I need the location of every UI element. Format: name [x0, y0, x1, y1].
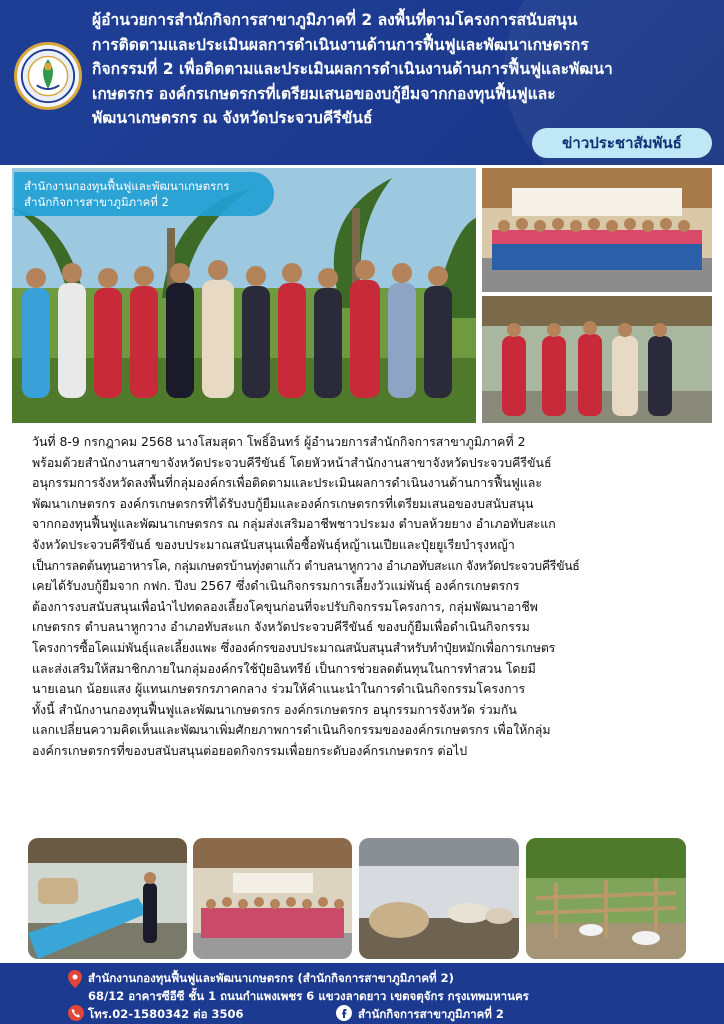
article-line: แลกเปลี่ยนความคิดเห็นและพัฒนาเพิ่มศักยภาพการดำเนินกิจกรรมขององค์กรเกษตรกร เพื่อให้กลุ่ม: [32, 722, 551, 738]
article-line: โครงการซื้อโคแม่พันธุ์และเลี้ยงแพะ ซึ่งองค์กรของบประมาณสนับสนุนสำหรับทำปุ๋ยหมักเพื่อการเกษตร: [32, 639, 556, 655]
article-line: และส่งเสริมให้สมาชิกภายในกลุ่มองค์กรใช้ปุ๋ยอินทรีย์ เป็นการช่วยลดต้นทุนในการทำสวน โดยมี: [32, 660, 536, 676]
press-release-badge: ข่าวประชาสัมพันธ์: [532, 128, 712, 158]
article-line: พร้อมด้วยสำนักงานสาขาจังหวัดประจวบคีรีขันธ์ โดยหัวหน้าสำนักงานสาขาจังหวัดประจวบคีรีขันธ์: [32, 454, 552, 470]
article-line: เป็นการลดต้นทุนอาหารโค, กลุ่มเกษตรบ้านทุ่งตาแก้ว ตำบลนาหูกวาง อำเภอทับสะแก จังหวัดประจวบคีรีขันธ์: [32, 557, 580, 573]
article-line: พัฒนาเกษตรกร องค์กรเกษตรกรที่ได้รับงบกู้ยืมและองค์กรเกษตรกรที่เตรียมเสนอของบสนับสนุน: [32, 495, 534, 511]
headline-line: ผู้อำนวยการสำนักกิจการสาขาภูมิภาคที่ 2 ลงพื้นที่ตามโครงการสนับสนุน: [92, 11, 578, 29]
headline-line: เกษตรกร องค์กรเกษตรกรที่เตรียมเสนอของบกู้ยืมจากกองทุนฟื้นฟูและ: [92, 84, 556, 103]
headline: [92, 8, 718, 131]
cattle-pen-photo: [359, 838, 519, 959]
header-banner: [0, 0, 724, 165]
meeting-hall-photo: [482, 168, 712, 292]
footer-phone: โทร.02-1580342 ต่อ 3506: [88, 1007, 244, 1021]
agency-caption-line1: สำนักงานกองทุนฟื้นฟูและพัฒนาเกษตรกร: [24, 179, 230, 193]
location-pin-icon: [68, 970, 82, 992]
article-line: องค์กรเกษตรกรที่ของบสนับสนุนต่อยอดกิจกรรมเพื่อยกระดับองค์กรเกษตรกร ต่อไป: [32, 742, 468, 758]
headline-line: กิจกรรมที่ 2 เพื่อติดตามและประเมินผลการดำเนินงานด้านการฟื้นฟูและพัฒนา: [92, 60, 613, 79]
cattle-trough-photo: [28, 838, 187, 959]
fund-logo-icon: [14, 42, 82, 110]
article-line: จากกองทุนฟื้นฟูและพัฒนาเกษตรกร ณ กลุ่มส่งเสริมอาชีพชาวประมง ตำบลห้วยยาง อำเภอทับสะแก: [32, 516, 556, 532]
footer: [0, 963, 724, 1024]
footer-address: 68/12 อาคารซีอีซี ชั้น 1 ถนนกำแพงเพชร 6 แขวงลาดยาว เขตจตุจักร กรุงเทพมหานคร: [88, 989, 529, 1003]
footer-facebook[interactable]: สำนักกิจการสาขาภูมิภาคที่ 2: [358, 1007, 504, 1021]
phone-icon: [68, 1005, 84, 1024]
article-line: ทั้งนี้ สำนักงานกองทุนฟื้นฟูและพัฒนาเกษตรกร องค์กรเกษตรกร อนุกรรมการจังหวัด ร่วมกัน: [32, 701, 517, 717]
article-body: [32, 432, 712, 762]
article-line: เคยได้รับงบกู้ยืมจาก กฟก. ปีงบ 2567 ซึ่งดำเนินกิจกรรมการเลี้ยงวัวแม่พันธุ์ องค์กรเกษตรกร: [32, 578, 520, 594]
footer-org: สำนักงานกองทุนฟื้นฟูและพัฒนาเกษตรกร (สำนักกิจการสาขาภูมิภาคที่ 2): [88, 971, 454, 985]
headline-line: พัฒนาเกษตรกร ณ จังหวัดประจวบคีรีขันธ์: [92, 109, 373, 128]
agency-caption-line2: สำนักกิจการสาขาภูมิภาคที่ 2: [24, 195, 169, 209]
barn-group-photo: [482, 296, 712, 423]
article-line: ต้องการงบสนับสนุนเพื่อนำไปทดลองเลี้ยงโคขุนก่อนที่จะปรับกิจกรรมโครงการ, กลุ่มพัฒนาอาชีพ: [32, 598, 538, 614]
article-line: จังหวัดประจวบคีรีขันธ์ ของบประมาณสนับสนุนเพื่อซื้อพันธุ์หญ้าเนเปียและปุ๋ยยูเรียบำรุงหญ้า: [32, 536, 515, 552]
agency-caption: [14, 172, 274, 216]
goat-pen-photo: [526, 838, 686, 959]
facebook-icon[interactable]: [336, 1005, 352, 1024]
logo-emblem: [20, 48, 76, 104]
article-line: อนุกรรมการจังหวัดลงพื้นที่กลุ่มองค์กรเพื่อติดตามและประเมินผลการดำเนินงานด้านการฟื้นฟูและ: [32, 475, 542, 491]
article-line: นายเอนก น้อยแสง ผู้แทนเกษตรกรภาคกลาง ร่วมให้คำแนะนำในการดำเนินกิจกรรมโครงการ: [32, 681, 526, 697]
article-line: วันที่ 8-9 กรกฎาคม 2568 นางโสมสุดา โพธิ์อินทร์ ผู้อำนวยการสำนักกิจการสาขาภูมิภาคที่ 2: [32, 434, 526, 449]
article-line: เกษตรกร ตำบลนาหูกวาง อำเภอทับสะแก จังหวัดประจวบคีรีขันธ์ ของบกู้ยืมเพื่อดำเนินกิจกรรม: [32, 619, 530, 635]
headline-line: การติดตามและประเมินผลการดำเนินงานด้านการฟื้นฟูและพัฒนาเกษตรกร: [92, 35, 589, 54]
hall-meeting-photo: [193, 838, 352, 959]
